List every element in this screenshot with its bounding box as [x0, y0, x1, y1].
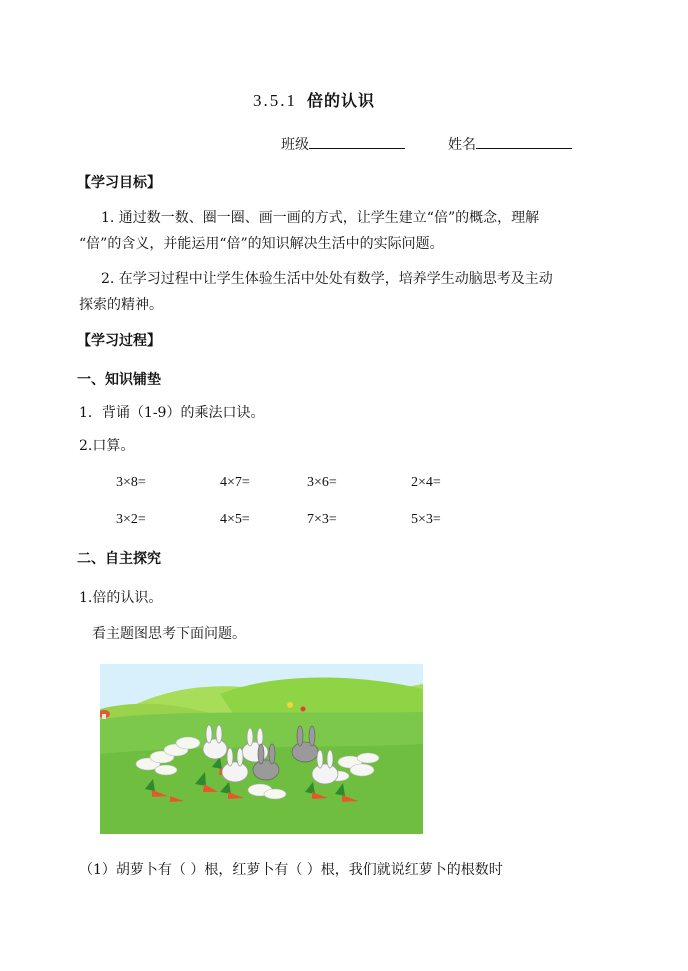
objective-2-line-2: 探索的精神。 — [79, 297, 163, 313]
arith-r1-c4: 2×4= — [411, 475, 441, 490]
arith-r2-c3: 7×3= — [307, 512, 337, 527]
part2-instruction: 看主题图思考下面问题。 — [92, 626, 246, 642]
objective-1-line-2: “倍”的含义，并能运用“倍”的知识解决生活中的实际问题。 — [79, 236, 444, 252]
part2-heading: 二、自主探究 — [77, 551, 161, 567]
question-1: （1）胡萝卜有（ ）根，红萝卜有（ ）根，我们就说红萝卜的根数时 — [79, 862, 503, 878]
meadow-scene — [100, 664, 423, 834]
name-blank[interactable] — [476, 134, 572, 149]
part1-item-1: 1．背诵（1-9）的乘法口诀。 — [79, 405, 265, 421]
process-heading: 【学习过程】 — [77, 333, 161, 349]
part1-item-2: 2.口算。 — [79, 438, 135, 454]
class-field — [281, 134, 405, 154]
arith-r2-c1: 3×2= — [116, 512, 146, 527]
objective-2-line-1: 2. 在学习过程中让学生体验生活中处处有数学，培养学生动脑思考及主动 — [101, 271, 553, 287]
part2-item-1: 1.倍的认识。 — [79, 590, 163, 606]
arith-r1-c3: 3×6= — [307, 475, 337, 490]
objective-1-line-1: 1. 通过数一数、圈一圈、画一画的方式，让学生建立“倍”的概念，理解 — [101, 210, 540, 226]
page-title — [253, 88, 375, 111]
class-label: 班级 — [281, 137, 309, 153]
rabbits-carrots-illustration — [100, 664, 423, 834]
flower-icon — [287, 702, 293, 708]
name-field — [448, 134, 572, 154]
flower-icon — [301, 707, 306, 712]
arith-r1-c1: 3×8= — [116, 475, 146, 490]
title-text: 倍的认识 — [307, 91, 376, 110]
objectives-heading: 【学习目标】 — [77, 175, 161, 191]
arith-r2-c4: 5×3= — [411, 512, 441, 527]
arith-r2-c2: 4×5= — [220, 512, 250, 527]
section-number: 3.5.1 — [253, 91, 297, 110]
arith-r1-c2: 4×7= — [220, 475, 250, 490]
name-label: 姓名 — [448, 137, 476, 153]
part1-heading: 一、知识铺垫 — [77, 372, 161, 388]
class-blank[interactable] — [309, 134, 405, 149]
